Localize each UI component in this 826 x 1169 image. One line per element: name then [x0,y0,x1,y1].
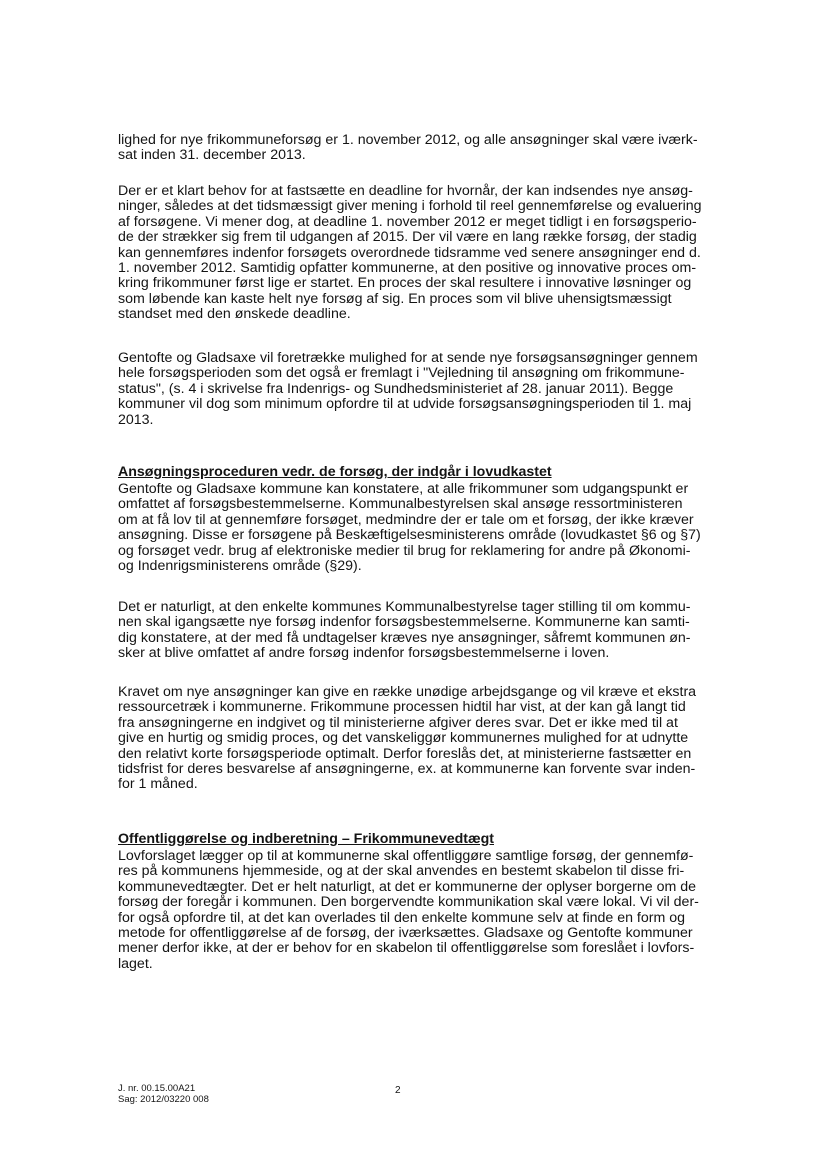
text-line: res på kommunens hjemmeside, og at der skal anvendes en bestemt skabelon til disse fri- [118,863,685,880]
text-line: fra ansøgningerne en indgivet og til ministerierne afgiver deres svar. Det er ikke med til at [118,714,678,731]
text-line: som løbende kan kaste helt nye forsøg af sig. En proces som vil blive uhensigtsmæssigt [118,290,672,307]
text-line: kring frikommuner først lige er startet. En proces der skal resultere i innovative løsninger og [118,275,692,292]
text-line: den relativt korte forsøgsperiode optimalt. Derfor foreslås det, at ministerierne fastsætter en [118,745,692,762]
text-line: 2013. [118,411,154,428]
text-line: Lovforslaget lægger op til at kommunerne skal offentliggøre samtlige forsøg, der gennemfø- [118,848,694,864]
text-line: 1. november 2012. Samtidig opfatter kommunerne, at den positive og innovative proces om- [118,260,697,277]
text-line: og forsøget vedr. brug af elektroniske medier til brug for reklamering for andre på Økonomi- [118,542,691,559]
text-line: nen skal igangsætte nye forsøg indenfor forsøgsbestemmelserne. Kommunerne kan samti- [118,614,690,631]
text-line: af forsøgene. Vi mener dog, at deadline 1. november 2012 er meget tidligt i en forsøgsperio- [118,213,697,230]
paragraph-deadline-need [118,184,718,323]
text-line: ansøgning. Disse er forsøgene på Beskæftigelsesministerens område (lovudkastet §6 og §7) [118,527,701,544]
text-line: Gentofte og Gladsaxe kommune kan konstatere, at alle frikommuner som udgangspunkt er [118,481,689,497]
text-line: standset med den ønskede deadline. [118,306,351,323]
text-line: omfattet af forsøgsbestemmelserne. Kommunalbestyrelsen skal ansøge ressortministeren [118,496,683,513]
paragraph-new-applications [118,685,718,793]
text-line: kommunevedtægter. Det er helt naturligt, at det er kommunerne der oplyser borgerne om de [118,878,697,895]
text-line: ninger, således at det tidsmæssigt giver mening i forhold til reel gennemførelse og evaluering [118,198,702,215]
text-line: for også opfordre til, at det kan overlades til den enkelte kommune selv at finde en form og [118,909,686,926]
case-number: Sag: 2012/03220 008 [118,1094,209,1105]
text-line: status", (s. 4 i skrivelse fra Indenrigs- og Sundhedsministeriet af 28. januar 2011). Begge [118,380,674,397]
text-line: give en hurtig og smidig proces, og det vanskeliggør kommunernes mulighed for at udnytte [118,730,689,747]
text-line: og Indenrigsministerens område (§29). [118,558,362,575]
text-line: lighed for nye frikommuneforsøg er 1. november 2012, og alle ansøgninger skal være iværk- [118,132,698,148]
section-heading-application-procedure: Ansøgningsproceduren vedr. de forsøg, der indgår i lovudkastet [118,464,552,480]
journal-number: J. nr. 00.15.00A21 [118,1083,196,1094]
page-number: 2 [395,1085,401,1096]
text-line: ressourcetræk i kommunerne. Frikommune processen hidtil har vist, at der kan gå langt tid [118,699,686,716]
paragraph-municipal-council [118,600,718,662]
paragraph-preference [118,351,718,428]
text-line: kommuner vil dog som minimum opfordre til at udvide forsøgsansøgningsperioden til 1. maj [118,396,692,413]
text-line: Det er naturligt, at den enkelte kommunes Kommunalbestyrelse tager stilling til om kommu- [118,599,691,615]
text-line: tidsfrist for deres besvarelse af ansøgningerne, ex. at kommunerne kan forvente svar inden- [118,761,696,778]
text-line: Kravet om nye ansøgninger kan give en række unødige arbejdsgange og vil kræve et ekstra [118,684,697,700]
paragraph-application-procedure [118,482,718,574]
text-line: metode for offentliggørelse af de forsøg, der iværksættes. Gladsaxe og Gentofte kommuner [118,925,693,942]
footer-reference [118,1083,209,1105]
text-line: forsøg der foregår i kommunen. Den borgervendte kommunikation skal være lokal. Vi vil der- [118,894,699,911]
text-line: hele forsøgsperioden som det også er fremlagt i "Vejledning til ansøgning om frikommune- [118,365,685,382]
text-line: om at få lov til at gennemføre forsøget, medmindre der er tale om et forsøg, der ikke kræver [118,511,694,528]
text-line: sker at blive omfattet af andre forsøg indenfor forsøgsbestemmelserne i loven. [118,645,610,662]
text-line: laget. [118,955,153,972]
section-heading-publication: Offentliggørelse og indberetning – Frikommunevedtægt [118,831,494,847]
text-line: mener derfor ikke, at der er behov for en skabelon til offentliggørelse som foreslået i lovfors- [118,940,695,957]
text-line: for 1 måned. [118,776,198,793]
text-line: de der strækker sig frem til udgangen af 2015. Der vil være en lang række forsøg, der stadig [118,229,697,246]
text-line: Gentofte og Gladsaxe vil foretrække mulighed for at sende nye forsøgsansøgninger gennem [118,350,698,366]
paragraph-publication [118,849,718,972]
paragraph-deadline-intro [118,133,718,164]
text-line: dig konstatere, at der med få undtagelser kræves nye ansøgninger, såfremt kommunen øn- [118,629,691,646]
text-line: kan gennemføres indenfor forsøgets overordnede tidsramme ved senere ansøgninger end d. [118,244,701,261]
text-line: sat inden 31. december 2013. [118,147,306,164]
text-line: Der er et klart behov for at fastsætte en deadline for hvornår, der kan indsendes nye ansøg- [118,183,693,199]
